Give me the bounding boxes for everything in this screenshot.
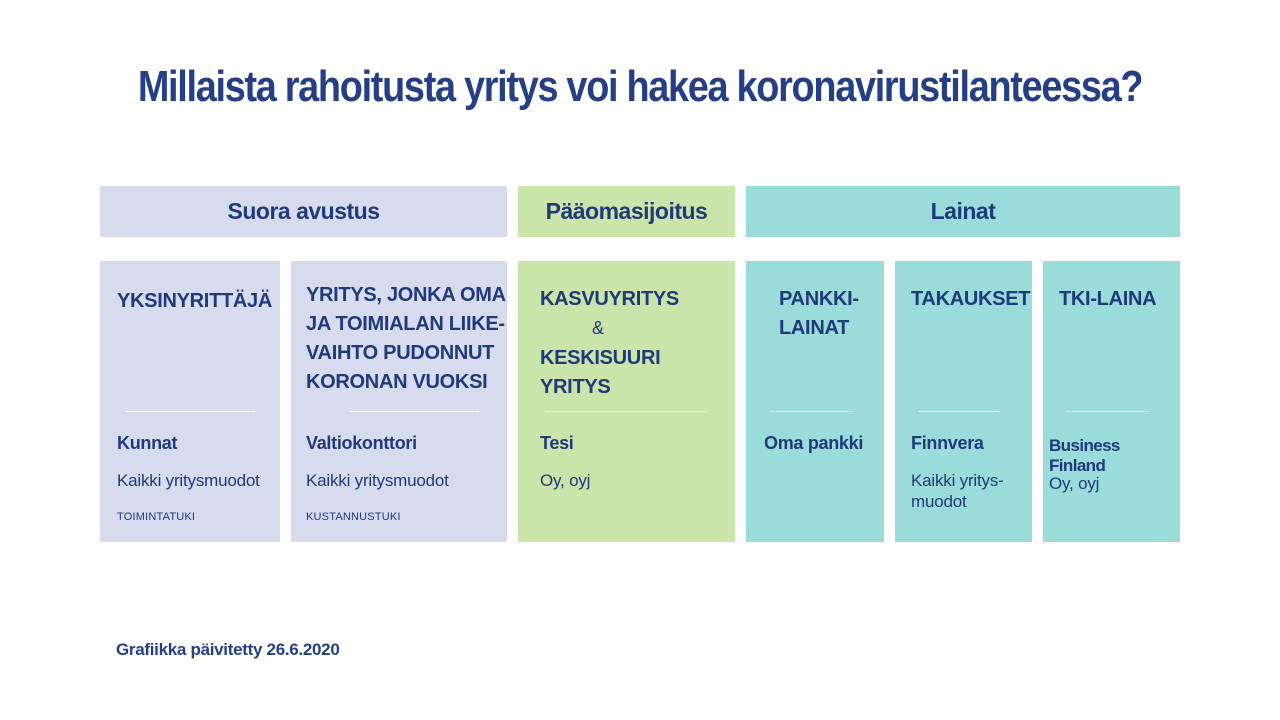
category-header-lainat (746, 186, 1180, 237)
card-divider (1067, 411, 1147, 412)
card-support-tag: KUSTANNUSTUKI (306, 511, 401, 523)
card-company-type: Kaikki yritysmuodot (117, 471, 260, 490)
card-divider (125, 411, 255, 412)
category-header-paaomasijoitus (518, 186, 735, 237)
card-title: YRITYS, JONKA OMA JA TOIMIALAN LIIKE- VAIHTO PUDONNUT KORONAN VUOKSI (306, 284, 506, 393)
card-title-top: KASVUYRITYS (540, 288, 679, 310)
card-divider (545, 411, 707, 412)
card-org: Kunnat (117, 433, 178, 453)
card-divider (771, 411, 851, 412)
card-org: Business Finland (1049, 436, 1120, 475)
card-company-type: Kaikki yritysmuodot (306, 471, 449, 490)
card-title: TAKAUKSET (911, 288, 1031, 310)
card-takaukset (895, 261, 1032, 542)
card-org: Tesi (540, 433, 574, 453)
card-title: PANKKI- LAINAT (779, 288, 859, 339)
card-company-type: Oy, oyj (540, 471, 591, 490)
page-title: Millaista rahoitusta yritys voi hakea koronavirustilanteessa? (137, 62, 1143, 111)
card-org: Finnvera (911, 433, 984, 453)
card-divider (349, 411, 479, 412)
ampersand: & (592, 318, 605, 338)
category-header-suora-avustus (100, 186, 507, 237)
card-yksinyrittaja (100, 261, 280, 542)
card-tki-laina (1043, 261, 1180, 542)
update-note: Grafiikka päivitetty 26.6.2020 (116, 640, 340, 659)
card-title-bottom: KESKISUURI YRITYS (540, 347, 661, 398)
card-company-type: Oy, oyj (1049, 474, 1100, 493)
card-title: TKI-LAINA (1059, 288, 1157, 310)
card-org: Valtiokonttori (306, 433, 417, 453)
card-divider (919, 411, 999, 412)
category-label: Pääomasijoitus (545, 198, 708, 224)
card-title: YKSINYRITTÄJÄ (117, 290, 273, 312)
card-kasvuyritys (518, 261, 735, 542)
category-label: Lainat (930, 198, 996, 224)
card-pankkilainat (746, 261, 884, 542)
card-support-tag: TOIMINTATUKI (117, 511, 196, 523)
card-company-type: Kaikki yritys- muodot (911, 471, 1004, 511)
card-yritys-liikevaihto (291, 261, 507, 542)
category-label: Suora avustus (227, 198, 380, 224)
card-org: Oma pankki (764, 433, 864, 453)
